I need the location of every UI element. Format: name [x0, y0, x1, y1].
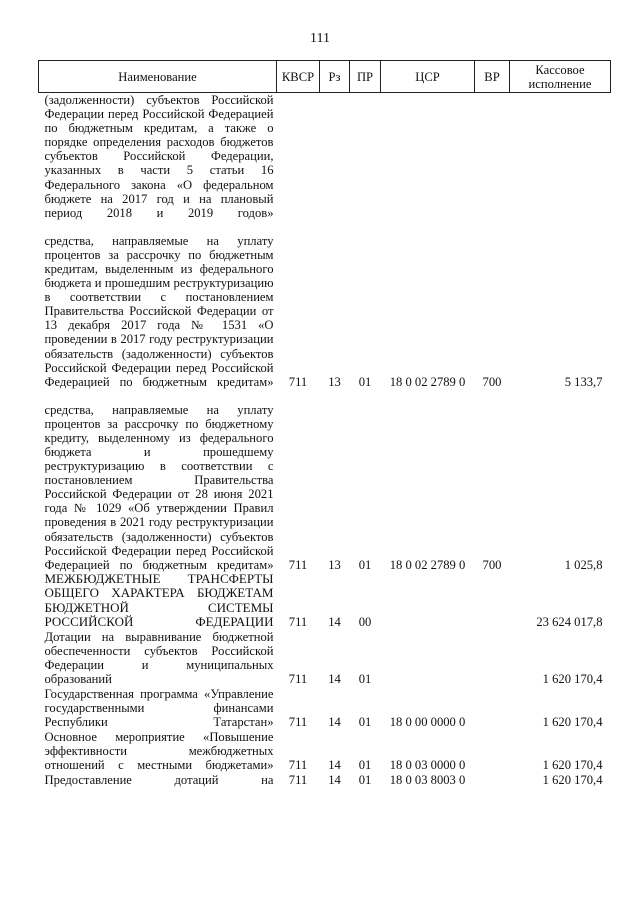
- row-kvsr: 711: [288, 773, 308, 788]
- row-vr: [475, 772, 510, 787]
- row-rz: 14: [328, 615, 341, 630]
- header-csr: ЦСР: [381, 61, 475, 93]
- table-row: [39, 686, 611, 729]
- row-vr: [475, 572, 510, 630]
- row-name: Дотации на выравнивание бюджетной обеспеченности субъектов Российской Федерации и муниципальных образований: [44, 630, 274, 687]
- row-csr: [381, 93, 475, 220]
- row-rz: [320, 93, 350, 220]
- row-rz: 14: [328, 672, 341, 687]
- row-name: Государственная программа «Управление государственными финансами Республики Татарстан»: [44, 687, 274, 730]
- row-name: Предоставление дотаций на: [44, 773, 274, 788]
- row-kvsr: 711: [288, 374, 308, 389]
- header-name: Наименование: [39, 61, 277, 93]
- row-sum: 23 624 017,8: [536, 615, 603, 630]
- row-name: (задолженности) субъектов Российской Федерации перед Российской Федерацией по бюджетным кредитам, а также о порядке определения расходов бюджетов субъектов Российской Федерации, указанных в части 5 статьи 16 Федерального закона «О федеральном бюджете на 2017 год и на плановый период 2018 и 2019 годов»: [44, 93, 274, 220]
- row-sum: 1 620 170,4: [542, 773, 603, 788]
- row-sum: 1 620 170,4: [542, 672, 603, 687]
- row-csr: 18 0 02 2789 0: [389, 374, 466, 389]
- table-row: [39, 772, 611, 787]
- row-pr: [350, 93, 381, 220]
- table-body: [39, 93, 611, 788]
- row-sum: 1 620 170,4: [542, 715, 603, 730]
- row-sum: 1 620 170,4: [542, 758, 603, 773]
- row-pr: 01: [358, 715, 372, 730]
- row-rz: 14: [328, 715, 341, 730]
- row-name: Основное мероприятие «Повышение эффективности межбюджетных отношений с местными бюджетами»: [44, 730, 274, 773]
- table-row: [39, 389, 611, 572]
- table-header: [39, 61, 611, 93]
- row-name: средства, направляемые на уплату процентов за рассрочку по бюджетным кредитам, выделенным из федерального бюджета и прошедшим реструктуризацию в соответствии с постановлением Правительства Российской Федерации от 13 декабря 2017 года № 1531 «О проведении в 2017 году реструктуризации обязательств (задолженности) субъектов Российской Федерации перед Российской Федерацией по бюджетным кредитам»: [44, 233, 274, 389]
- header-pr: ПР: [350, 61, 381, 93]
- row-pr: 01: [358, 374, 372, 389]
- table-row: [39, 220, 611, 389]
- row-csr: 18 0 03 0000 0: [389, 758, 466, 773]
- row-sum: 1 025,8: [564, 557, 603, 572]
- header-rz: Рз: [320, 61, 350, 93]
- header-kvsr: КВСР: [277, 61, 320, 93]
- row-pr: 01: [358, 672, 372, 687]
- row-vr: 700: [482, 557, 502, 572]
- row-kvsr: 711: [288, 557, 308, 572]
- table-row: [39, 93, 611, 220]
- row-csr: [381, 572, 475, 630]
- row-kvsr: 711: [288, 672, 308, 687]
- row-csr: 18 0 02 2789 0: [389, 557, 466, 572]
- row-name: средства, направляемые на уплату процентов за рассрочку по бюджетному кредиту, выделенному из федерального бюджета и прошедшему реструктуризацию в соответствии с постановлением Правительства Российской Федерации от 28 июня 2021 года № 1029 «Об утверждении Правил проведения в 2021 году реструктуризации обязательств (задолженности) субъектов Российской Федерации перед Российской Федерацией по бюджетным кредитам»: [44, 402, 274, 572]
- row-sum: [510, 93, 611, 220]
- row-sum: 5 133,7: [564, 374, 603, 389]
- row-rz: 13: [328, 557, 341, 572]
- row-pr: 01: [358, 773, 372, 788]
- row-rz: 14: [328, 773, 341, 788]
- table-row: [39, 629, 611, 686]
- row-vr: [475, 93, 510, 220]
- row-kvsr: 711: [288, 615, 308, 630]
- row-kvsr: 711: [288, 758, 308, 773]
- row-name: МЕЖБЮДЖЕТНЫЕ ТРАНСФЕРТЫ ОБЩЕГО ХАРАКТЕРА БЮДЖЕТАМ БЮДЖЕТНОЙ СИСТЕМЫ РОССИЙСКОЙ ФЕДЕРАЦИИ: [44, 570, 274, 630]
- row-kvsr: 711: [288, 715, 308, 730]
- row-pr: 01: [358, 758, 372, 773]
- row-pr: 01: [358, 557, 372, 572]
- row-pr: 00: [358, 615, 372, 630]
- row-vr: 700: [482, 374, 502, 389]
- row-vr: [475, 686, 510, 729]
- table-row: [39, 729, 611, 772]
- page-number: 111: [310, 31, 330, 46]
- table-row: [39, 572, 611, 630]
- budget-table: [38, 60, 611, 787]
- row-rz: 13: [328, 374, 341, 389]
- row-csr: [381, 629, 475, 686]
- row-vr: [475, 629, 510, 686]
- row-csr: 18 0 03 8003 0: [389, 773, 466, 788]
- row-csr: 18 0 00 0000 0: [389, 715, 466, 730]
- row-kvsr: [277, 93, 320, 220]
- row-rz: 14: [328, 758, 341, 773]
- header-vr: ВР: [475, 61, 510, 93]
- row-vr: [475, 729, 510, 772]
- header-sum: Кассовое исполнение: [510, 61, 611, 93]
